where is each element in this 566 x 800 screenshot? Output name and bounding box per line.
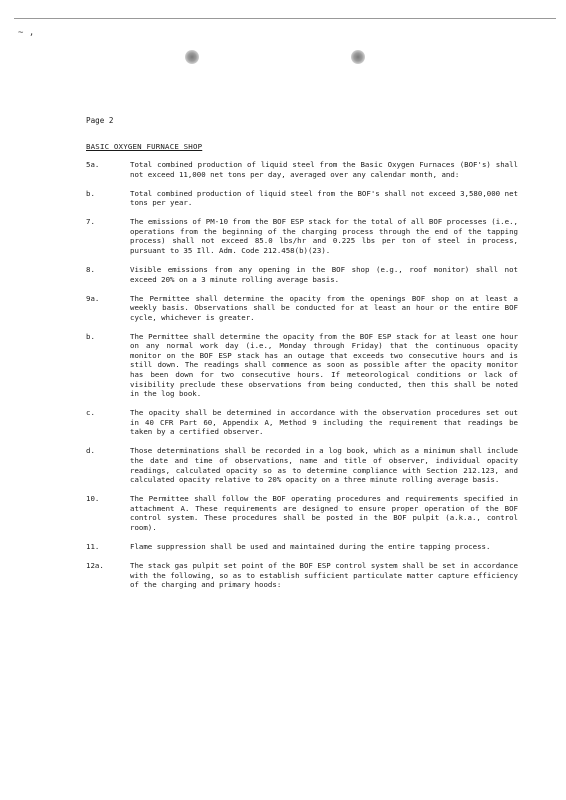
condition-number: 5a. [86,160,100,169]
condition-text: The opacity shall be determined in accordance with the observation procedures set out in 40 CFR Part 60, Appendix A, Method 9 including the requirement that readings be taken by a certified observer. [130,408,518,437]
condition-item [86,542,526,552]
condition-text: Flame suppression shall be used and maintained during the entire tapping process. [130,541,491,551]
condition-text: The stack gas pulpit set point of the BOF ESP control system shall be set in accordance with the following, so as to establish sufficient particulate matter capture efficiency of the charging and primary hoods: [130,560,518,590]
condition-number: 7. [86,217,95,227]
condition-item [86,189,526,208]
condition-item [86,332,526,399]
condition-number: b. [86,188,95,198]
condition-text: The Permittee shall follow the BOF operating procedures and requirements specified in attachment A. These requirements are designed to ensure proper operation of the BOF control system. These procedures shall be posted in the BOF pulpit (a.k.a., control room). [130,494,518,532]
condition-item [86,217,526,255]
corner-mark: ~ , [18,28,35,38]
condition-number: b. [86,331,95,341]
condition-item [86,160,526,179]
condition-item [86,294,526,323]
permit-conditions-list [86,160,526,599]
condition-item [86,494,526,532]
condition-text: Those determinations shall be recorded in a log book, which as a minimum shall include the date and time of observations, name and title of observer, individual opacity readings, calculated opacity so as to determine compliance with Section 212.123, and calculated opacity relative to 20% opacity on a three minute rolling average basis. [130,446,518,485]
condition-item [86,446,526,484]
condition-number: 9a. [86,293,100,303]
scan-border-line [14,18,556,19]
condition-number: c. [86,408,95,418]
condition-item [86,265,526,284]
condition-number: 11. [86,541,100,551]
condition-item [86,408,526,437]
condition-number: 12a. [86,560,104,570]
punch-hole-left [185,50,199,64]
condition-text: Total combined production of liquid steel from the BOF's shall not exceed 3,580,000 net tons per year. [130,188,518,208]
condition-number: 10. [86,494,100,504]
condition-number: d. [86,446,95,456]
condition-item [86,561,526,590]
condition-text: Visible emissions from any opening in the BOF shop (e.g., roof monitor) shall not exceed 20% on a 3 minute rolling average basis. [130,264,518,284]
condition-text: Total combined production of liquid steel from the Basic Oxygen Furnaces (BOF's) shall not exceed 11,000 net tons per day, averaged over any calendar month, and: [130,160,518,179]
section-title: BASIC OXYGEN FURNACE SHOP [86,142,203,151]
page-number: Page 2 [86,116,114,125]
condition-text: The Permittee shall determine the opacity from the BOF ESP stack for at least one hour on any normal work day (i.e., Monday through Friday) that the continuous opacity monitor on the BOF ESP stack has an outage that exceeds two consecutive hours and is still down. The readings shall commence as soon as possible after the opacity monitor has been down for two consecutive hours. If meteorological conditions or lack of visibility preclude these observations from being conducted, then this shall be noted in the log book. [130,331,518,399]
condition-text: The emissions of PM-10 from the BOF ESP stack for the total of all BOF processes (i.e., operations from the beginning of the charging process through the end of the tapping process) shall not exceed 85.0 lbs/hr and 0.225 lbs per ton of steel in process, pursuant to 35 Ill. Adm. Code 212.458(b)(23). [130,217,518,255]
punch-hole-right [351,50,365,64]
condition-text: The Permittee shall determine the opacity from the openings BOF shop on at least a weekly basis. Observations shall be conducted for at least an hour or the entire BOF cycle, whichever is greater. [130,293,518,322]
condition-number: 8. [86,264,95,274]
